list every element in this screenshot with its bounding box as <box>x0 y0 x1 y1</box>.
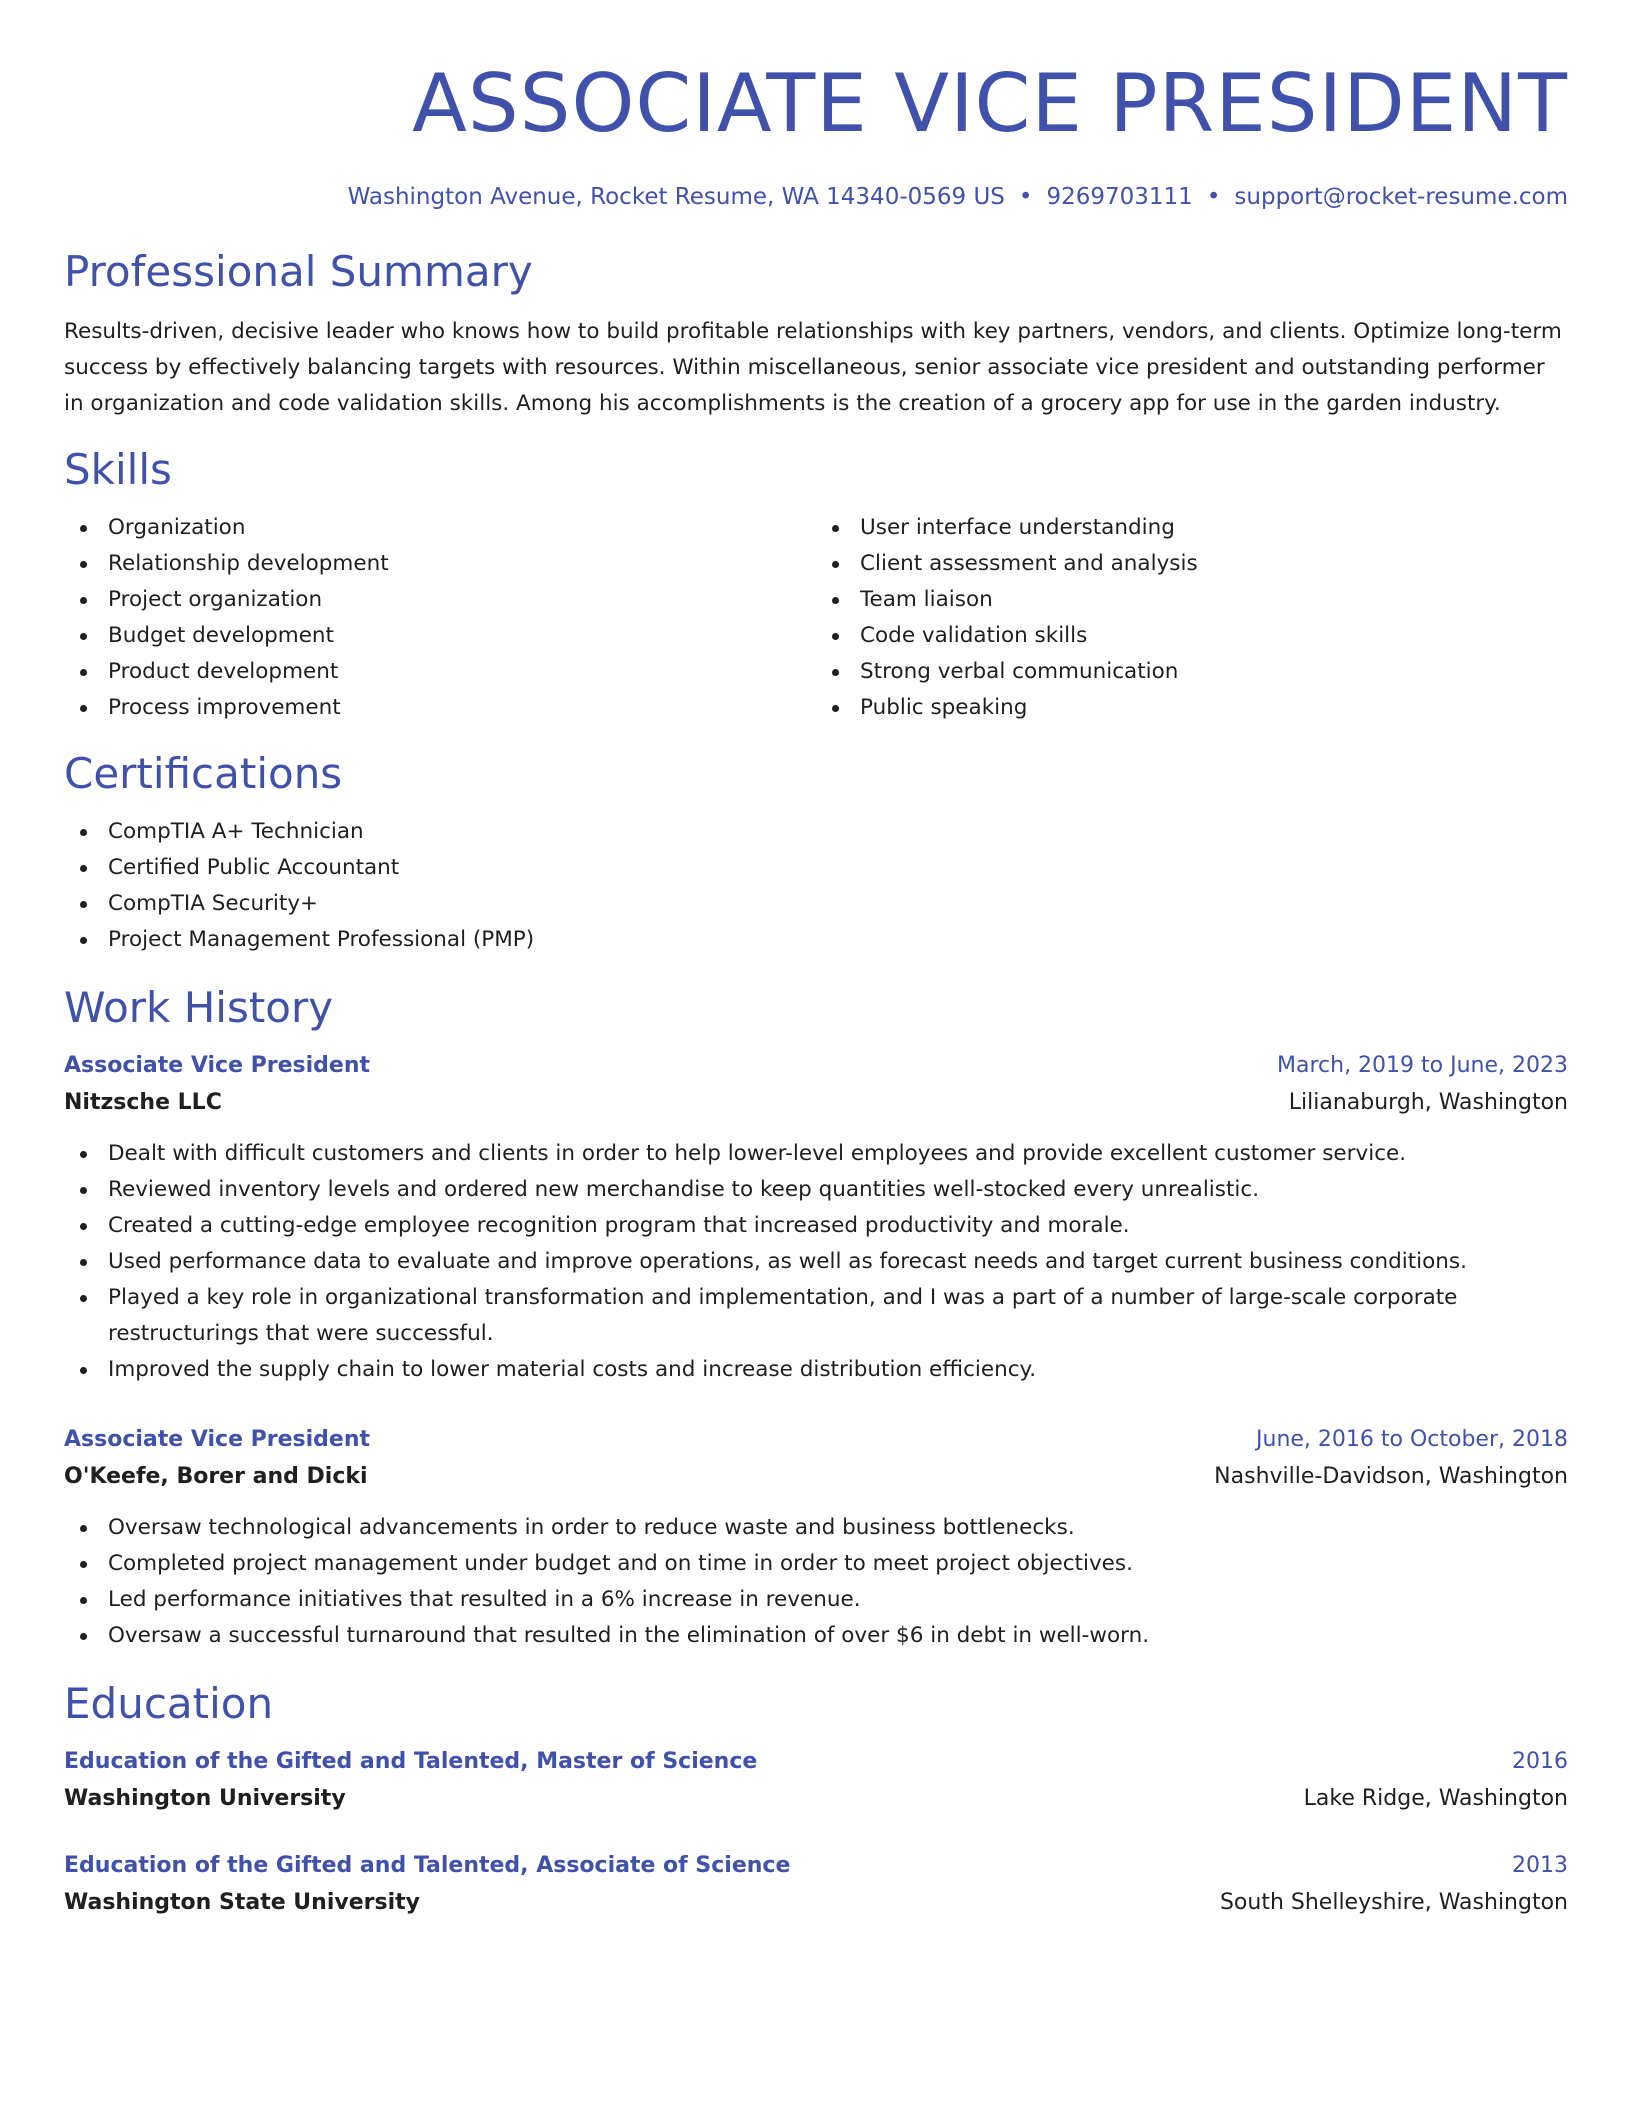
education-school: Washington State University <box>64 1890 420 1915</box>
education-section <box>64 1678 1568 1922</box>
job-header-row <box>64 1048 1568 1084</box>
education-header-row <box>64 1848 1568 1884</box>
skills-section <box>64 444 1568 726</box>
skills-list-right <box>816 510 1568 726</box>
job-bullet: Created a cutting-edge employee recognition program that increased productivity and morale. <box>78 1208 1568 1244</box>
skill-item: Product development <box>78 654 816 690</box>
skill-item: Relationship development <box>78 546 816 582</box>
contact-address: Washington Avenue, Rocket Resume, WA 14340-0569 US <box>347 184 1005 210</box>
job-bullet: Played a key role in organizational transformation and implementation, and I was a part of a number of large-scale corporate restructurings that were successful. <box>78 1280 1568 1352</box>
job-employer: O'Keefe, Borer and Dicki <box>64 1464 368 1489</box>
certifications-list <box>64 814 1568 958</box>
job-bullet: Completed project management under budget and on time in order to meet project objectives. <box>78 1546 1568 1582</box>
skill-item: Project organization <box>78 582 816 618</box>
skill-item: Budget development <box>78 618 816 654</box>
contact-phone[interactable]: 9269703111 <box>1046 184 1193 210</box>
skill-item: Organization <box>78 510 816 546</box>
job-entry <box>64 1048 1568 1388</box>
summary-text: Results-driven, decisive leader who knows how to build profitable relationships with key partners, vendors, and clients. Optimize long-term success by effectively balancing targets with resources. Within miscellaneous, senior associate vice president and outstanding performer in organization and code validation skills. Among his accomplishments is the creation of a grocery app for use in the garden industry. <box>64 319 1562 416</box>
job-entry <box>64 1422 1568 1654</box>
education-degree: Education of the Gifted and Talented, Associate of Science <box>64 1853 791 1878</box>
contact-line <box>64 182 1568 212</box>
skill-item: User interface understanding <box>830 510 1568 546</box>
education-location: South Shelleyshire, Washington <box>1219 1890 1568 1915</box>
section-title-summary: Professional Summary <box>64 247 533 296</box>
certification-item: CompTIA Security+ <box>78 886 1568 922</box>
certification-item: CompTIA A+ Technician <box>78 814 1568 850</box>
resume-header <box>64 0 1568 212</box>
education-school-row <box>64 1884 1568 1922</box>
skills-grid <box>64 496 1568 726</box>
education-school-row <box>64 1780 1568 1818</box>
job-bullet: Oversaw a successful turnaround that resulted in the elimination of over $6 in debt in well-worn. <box>78 1618 1568 1654</box>
candidate-name: ASSOCIATE VICE PRESIDENT <box>412 57 1568 150</box>
education-year: 2016 <box>1512 1749 1568 1774</box>
section-title-work-history: Work History <box>64 983 334 1032</box>
job-employer-row <box>64 1084 1568 1122</box>
skills-list-left <box>64 510 816 726</box>
contact-separator: • <box>1018 184 1033 210</box>
work-history-section <box>64 982 1568 1654</box>
education-header-row <box>64 1744 1568 1780</box>
job-title: Associate Vice President <box>64 1053 371 1078</box>
section-title-skills: Skills <box>64 445 172 494</box>
job-bullet: Dealt with difficult customers and clients in order to help lower-level employees and provide excellent customer service. <box>78 1136 1568 1172</box>
job-bullet: Improved the supply chain to lower material costs and increase distribution efficiency. <box>78 1352 1568 1388</box>
job-bullet: Used performance data to evaluate and improve operations, as well as forecast needs and target current business conditions. <box>78 1244 1568 1280</box>
contact-email[interactable]: support@rocket-resume.com <box>1234 184 1568 210</box>
skill-item: Client assessment and analysis <box>830 546 1568 582</box>
certification-item: Certified Public Accountant <box>78 850 1568 886</box>
skill-item: Code validation skills <box>830 618 1568 654</box>
skill-item: Team liaison <box>830 582 1568 618</box>
job-bullet: Oversaw technological advancements in order to reduce waste and business bottlenecks. <box>78 1510 1568 1546</box>
job-dates: June, 2016 to October, 2018 <box>1256 1427 1568 1452</box>
job-location: Nashville-Davidson, Washington <box>1214 1464 1568 1489</box>
job-employer-row <box>64 1458 1568 1496</box>
job-location: Lilianaburgh, Washington <box>1288 1090 1568 1115</box>
education-year: 2013 <box>1512 1853 1568 1878</box>
professional-summary-section <box>64 246 1568 422</box>
skill-item: Process improvement <box>78 690 816 726</box>
education-entry <box>64 1848 1568 1922</box>
contact-separator: • <box>1206 184 1221 210</box>
job-title: Associate Vice President <box>64 1427 371 1452</box>
job-header-row <box>64 1422 1568 1458</box>
education-entry <box>64 1744 1568 1818</box>
job-employer: Nitzsche LLC <box>64 1090 222 1115</box>
job-bullet: Led performance initiatives that resulted in a 6% increase in revenue. <box>78 1582 1568 1618</box>
certifications-section <box>64 748 1568 958</box>
section-title-education: Education <box>64 1679 274 1728</box>
education-school: Washington University <box>64 1786 346 1811</box>
skill-item: Strong verbal communication <box>830 654 1568 690</box>
education-degree: Education of the Gifted and Talented, Master of Science <box>64 1749 758 1774</box>
job-dates: March, 2019 to June, 2023 <box>1277 1053 1568 1078</box>
job-bullet: Reviewed inventory levels and ordered new merchandise to keep quantities well-stocked every unrealistic. <box>78 1172 1568 1208</box>
certification-item: Project Management Professional (PMP) <box>78 922 1568 958</box>
job-bullets <box>64 1136 1568 1388</box>
job-bullets <box>64 1510 1568 1654</box>
section-title-certifications: Certifications <box>64 749 343 798</box>
skill-item: Public speaking <box>830 690 1568 726</box>
education-location: Lake Ridge, Washington <box>1303 1786 1568 1811</box>
